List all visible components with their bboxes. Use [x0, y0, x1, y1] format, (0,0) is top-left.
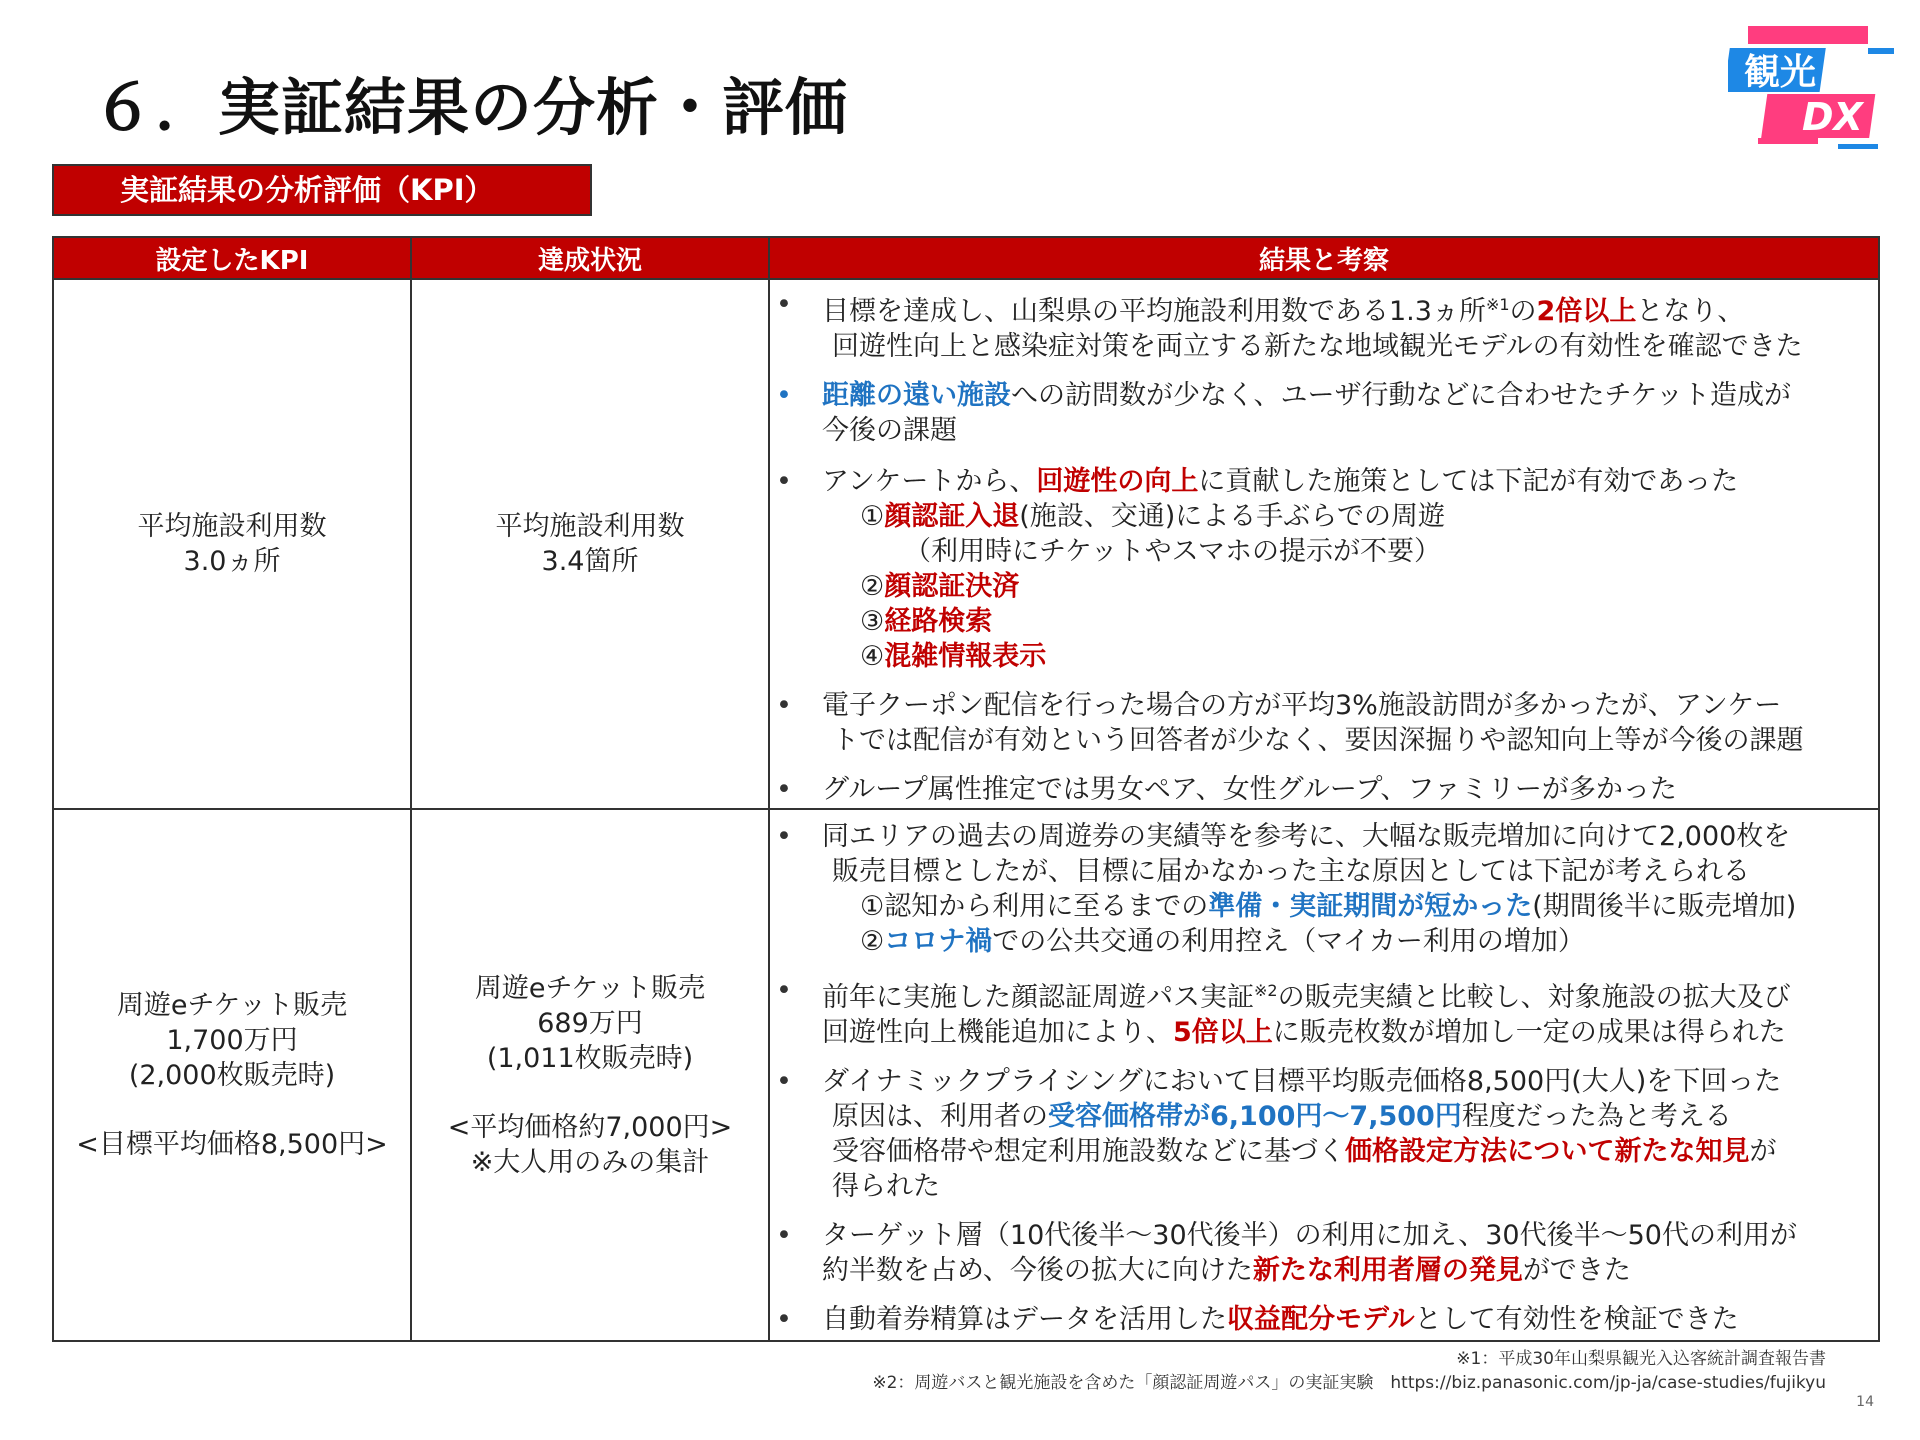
list-item: • 自動着券精算はデータを活用した収益配分モデルとして有効性を検証できた	[770, 1302, 1858, 1337]
status-cell	[411, 279, 769, 809]
results-cell	[769, 809, 1879, 1341]
kpi-line: 周遊eチケット販売	[116, 990, 348, 1021]
header-kpi: 設定したKPI	[53, 237, 411, 279]
header-status: 達成状況	[411, 237, 769, 279]
highlight-text: 距離の遠い施設	[822, 380, 1011, 411]
list-item: • ダイナミックプライシングにおいて目標平均販売価格8,500円(大人)を下回った 原因は、利用者の受容価格帯が6,100円～7,500円程度だった為と考える 受容価格帯や想定利用施設数などに基づく価格設定方法について新たな知見が 得られた	[770, 1064, 1858, 1204]
footnote-2: ※2：周遊バスと観光施設を含めた「顔認証周遊パス」の実証実験 https://biz.panasonic.com/jp-ja/case-studies/fujikyu	[872, 1373, 1826, 1393]
kpi-line: 3.0ヵ所	[183, 546, 281, 577]
list-item: • 同エリアの過去の周遊券の実績等を参考に、大幅な販売増加に向けて2,000枚を 販売目標としたが、目標に届かなかった主な原因としては下記が考えられる ①認知から利用に至るまでの準備・実証期間が短かった(期間後半に販売増加) ②コロナ禍での公共交通の利用控え（マイカー利用の増加）	[770, 819, 1858, 959]
page-title: ６．実証結果の分析・評価	[92, 71, 849, 144]
highlight-text: 受容価格帯が6,100円～7,500円	[1048, 1101, 1462, 1132]
kpi-cell	[53, 279, 411, 809]
kpi-table	[52, 236, 1880, 1342]
status-line: 689万円	[537, 1007, 643, 1039]
logo-bar	[1868, 48, 1894, 54]
table-row	[53, 809, 1879, 1341]
highlight-text: 混雑情報表示	[884, 641, 1047, 672]
highlight-text: 回遊性の向上	[1036, 466, 1199, 497]
list-item: • 電子クーポン配信を行った場合の方が平均3%施設訪問が多かったが、アンケー トでは配信が有効という回答者が少なく、要因深掘りや認知向上等が今後の課題	[770, 688, 1858, 758]
status-line: ※大人用のみの集計	[470, 1146, 710, 1178]
kpi-cell	[53, 809, 411, 1341]
logo-text-kanko: 観光	[1744, 52, 1817, 93]
logo-bar	[1748, 26, 1868, 44]
highlight-text: 経路検索	[884, 606, 993, 637]
table-header-row	[53, 237, 1879, 279]
kpi-line: 平均施設利用数	[137, 511, 327, 542]
list-item: • 前年に実施した顔認証周遊パス実証$^{※2}$の販売実績と比較し、対象施設の拡大及び 回遊性向上機能追加により、5倍以上に販売枚数が増加し一定の成果は得られた	[770, 973, 1858, 1050]
table-row	[53, 279, 1879, 809]
status-line: 周遊eチケット販売	[474, 972, 706, 1004]
kpi-line: 1,700万円	[166, 1025, 298, 1056]
highlight-text: 顔認証入退	[884, 501, 1020, 532]
section-tag: 実証結果の分析評価（KPI）	[52, 164, 592, 216]
list-item: • グループ属性推定では男女ペア、女性グループ、ファミリーが多かった	[770, 772, 1858, 807]
highlight-text: 価格設定方法について新たな知見	[1345, 1136, 1750, 1167]
status-cell	[411, 809, 769, 1341]
footnote-1: ※1：平成30年山梨県観光入込客統計調査報告書	[1456, 1349, 1826, 1369]
status-line: (1,011枚販売時)	[486, 1042, 694, 1074]
status-line: 3.4箇所	[541, 546, 639, 577]
highlight-text: 新たな利用者層の発見	[1252, 1255, 1523, 1286]
highlight-text: 収益配分モデル	[1227, 1304, 1415, 1335]
results-list	[770, 287, 1858, 807]
list-item: • ターゲット層（10代後半～30代後半）の利用に加え、30代後半～50代の利用が 約半数を占め、今後の拡大に向けた新たな利用者層の発見ができた	[770, 1218, 1858, 1288]
logo-bar	[1838, 144, 1878, 149]
header-results: 結果と考察	[769, 237, 1879, 279]
highlight-text: 準備・実証期間が短かった	[1208, 891, 1533, 922]
page-number: 14	[1856, 1394, 1874, 1410]
results-cell	[769, 279, 1879, 809]
kpi-line: (2,000枚販売時)	[128, 1060, 336, 1091]
highlight-text: 2倍以上	[1536, 296, 1637, 327]
list-item: • アンケートから、回遊性の向上に貢献した施策としては下記が有効であった ①顔認証入退(施設、交通)による手ぶらでの周遊 （利用時にチケットやスマホの提示が不要） ②顔認証決済 ③経路検索 ④混雑情報表示	[770, 464, 1858, 674]
highlight-text: 5倍以上	[1173, 1017, 1273, 1048]
highlight-text: コロナ禍	[884, 926, 993, 957]
list-item: • 目標を達成し、山梨県の平均施設利用数である1.3ヵ所$^{※1}$の2倍以上となり、 回遊性向上と感染症対策を両立する新たな地域観光モデルの有効性を確認できた	[770, 287, 1858, 364]
results-list	[770, 819, 1858, 1337]
status-line: 平均施設利用数	[495, 511, 685, 542]
status-line: <平均価格約7,000円>	[447, 1111, 733, 1143]
kanko-dx-logo	[1728, 18, 1900, 156]
kpi-line: <目標平均価格8,500円>	[76, 1129, 388, 1160]
list-item: • 距離の遠い施設への訪問数が少なく、ユーザ行動などに合わせたチケット造成が 今後の課題	[770, 378, 1858, 448]
logo-text-dx: DX	[1802, 95, 1863, 139]
highlight-text: 顔認証決済	[884, 571, 1020, 602]
